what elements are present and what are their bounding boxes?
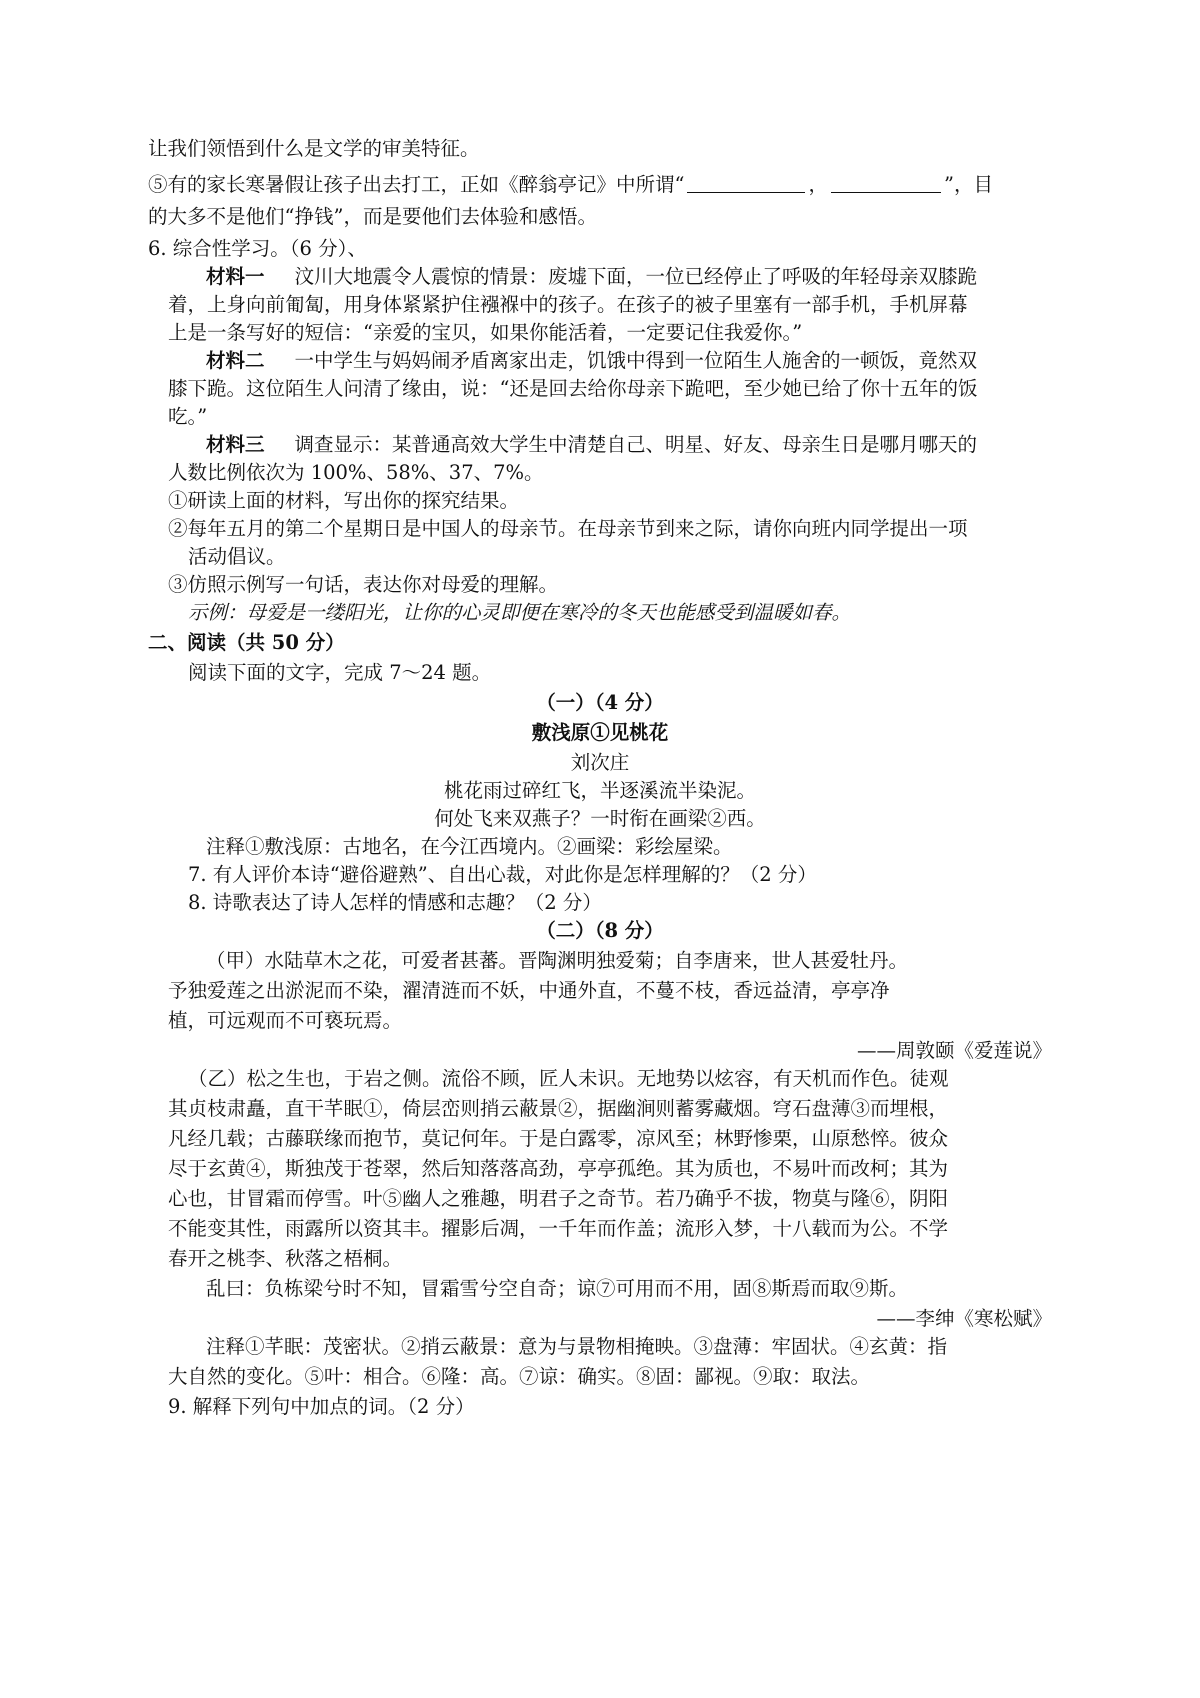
passage-yi-line: （乙）松之生也，于岩之侧。流俗不顾，匠人未识。无地势以炫容，有天机而作色。徒观 xyxy=(188,1067,949,1090)
material-1-label: 材料一 xyxy=(206,265,265,288)
passage-yi-line: 春开之桃李、秋落之梧桐。 xyxy=(168,1247,403,1270)
part-1-heading: （一）（4 分） xyxy=(536,691,664,714)
poem-notes: 注释①敷浅原：古地名，在今江西境内。②画梁：彩绘屋梁。 xyxy=(206,835,733,858)
material-2-label: 材料二 xyxy=(206,349,265,372)
passage-jia-line: 予独爱莲之出淤泥而不染，濯清涟而不妖，中通外直，不蔓不枝，香远益清，亭亭净 xyxy=(168,979,890,1002)
passage-jia-line: 植，可远观而不可亵玩焉。 xyxy=(168,1009,403,1032)
material-3-line xyxy=(206,432,977,458)
text-segment: ”，目 xyxy=(944,173,993,196)
material-3-label: 材料三 xyxy=(206,433,265,456)
passage-yi-line: 其贞枝肃矗，直干芊眠①，倚层峦则捎云蔽景②，据幽涧则蓄雾藏烟。穹石盘薄③而埋根， xyxy=(168,1097,949,1120)
part-2-heading: （二）（8 分） xyxy=(536,919,664,942)
text-line: 的大多不是他们“挣钱”，而是要他们去体验和感悟。 xyxy=(148,205,597,228)
passage-yi-source: ——李绅《寒松赋》 xyxy=(876,1307,1052,1330)
text-line: 让我们领悟到什么是文学的审美特征。 xyxy=(148,137,480,160)
poem-title: 敷浅原①见桃花 xyxy=(531,721,669,744)
reading-intro: 阅读下面的文字，完成 7～24 题。 xyxy=(188,661,492,684)
passage-notes: 注释①芊眠：茂密状。②捎云蔽景：意为与景物相掩映。③盘薄：牢固状。④玄黄：指 xyxy=(206,1335,948,1358)
subquestion-2: ②每年五月的第二个星期日是中国人的母亲节。在母亲节到来之际，请你向班内同学提出一项 xyxy=(168,517,968,540)
question-7: 7. 有人评价本诗“避俗避熟”、自出心裁，对此你是怎样理解的？（2 分） xyxy=(188,863,817,886)
example-sentence: 示例：母爱是一缕阳光，让你的心灵即便在寒冷的冬天也能感受到温暖如春。 xyxy=(188,601,852,624)
passage-jia-line: （甲）水陆草木之花，可爱者甚蕃。晋陶渊明独爱菊；自李唐来，世人甚爱牡丹。 xyxy=(206,949,909,972)
question-9: 9. 解释下列句中加点的词。（2 分） xyxy=(168,1395,475,1418)
passage-jia-source: ——周敦颐《爱莲说》 xyxy=(856,1039,1052,1062)
subquestion-1: ①研读上面的材料，写出你的探究结果。 xyxy=(168,489,520,512)
passage-yi-line: 尽于玄黄④，斯独茂于苍翠，然后知落落高劲，亭亭孤绝。其为质也，不易叶而改柯；其为 xyxy=(168,1157,949,1180)
passage-yi-line: 心也，甘冒霜而停雪。叶⑤幽人之雅趣，明君子之奇节。若乃确乎不拔，物莫与隆⑥，阴阳 xyxy=(168,1187,949,1210)
fill-in-question-line xyxy=(148,172,993,198)
text-line: 活动倡议。 xyxy=(188,545,286,568)
material-1-text: 汶川大地震令人震惊的情景：废墟下面，一位已经停止了呼吸的年轻母亲双膝跪 xyxy=(294,265,978,288)
poem-author: 刘次庄 xyxy=(570,751,630,774)
material-2-line xyxy=(206,348,977,374)
text-segment: ， xyxy=(808,173,828,196)
material-3-text: 调查显示：某普通高效大学生中清楚自己、明星、好友、母亲生日是哪月哪天的 xyxy=(294,433,978,456)
question-6-heading: 6. 综合性学习。（6 分）、 xyxy=(148,237,367,260)
passage-yi-line: 凡经几载；古藤联缘而抱节，莫记何年。于是白露零，凉风至；林野惨栗，山原愁悴。彼众 xyxy=(168,1127,949,1150)
text-line: 吃。” xyxy=(168,405,208,428)
passage-yi-line: 不能变其性，雨露所以资其丰。擢影后凋，一千年而作盖；流形入梦，十八载而为公。不学 xyxy=(168,1217,949,1240)
poem-line-1: 桃花雨过碎红飞，半逐溪流半染泥。 xyxy=(443,779,756,802)
text-line: 人数比例依次为 100%、58%、37、7%。 xyxy=(168,461,544,484)
question-8: 8. 诗歌表达了诗人怎样的情感和志趣？（2 分） xyxy=(188,891,602,914)
subquestion-3: ③仿照示例写一句话，表达你对母爱的理解。 xyxy=(168,573,559,596)
material-1-line xyxy=(206,264,977,290)
poem-line-2: 何处飞来双燕子？一时衔在画梁②西。 xyxy=(434,807,766,830)
text-segment: ⑤有的家长寒暑假让孩子出去打工，正如《醉翁亭记》中所谓“ xyxy=(148,173,685,196)
passage-notes: 大自然的变化。⑤叶：相合。⑥隆：高。⑦谅：确实。⑧固：鄙视。⑨取：取法。 xyxy=(168,1365,871,1388)
material-2-text: 一中学生与妈妈闹矛盾离家出走，饥饿中得到一位陌生人施舍的一顿饭，竟然双 xyxy=(294,349,978,372)
section-2-heading: 二、阅读（共 50 分） xyxy=(148,631,345,654)
passage-yi-coda: 乱曰：负栋梁兮时不知，冒霜雪兮空自奇；谅⑦可用而不用，固⑧斯焉而取⑨斯。 xyxy=(206,1277,909,1300)
text-line: 着，上身向前匍匐，用身体紧紧护住襁褓中的孩子。在孩子的被子里塞有一部手机，手机屏幕 xyxy=(168,293,968,316)
text-line: 膝下跪。这位陌生人问清了缘由，说：“还是回去给你母亲下跪吧，至少她已给了你十五年的饭 xyxy=(168,377,978,400)
answer-blank-1[interactable] xyxy=(687,174,805,193)
text-line: 上是一条写好的短信：“亲爱的宝贝，如果你能活着，一定要记住我爱你。” xyxy=(168,321,803,344)
answer-blank-2[interactable] xyxy=(831,174,941,193)
